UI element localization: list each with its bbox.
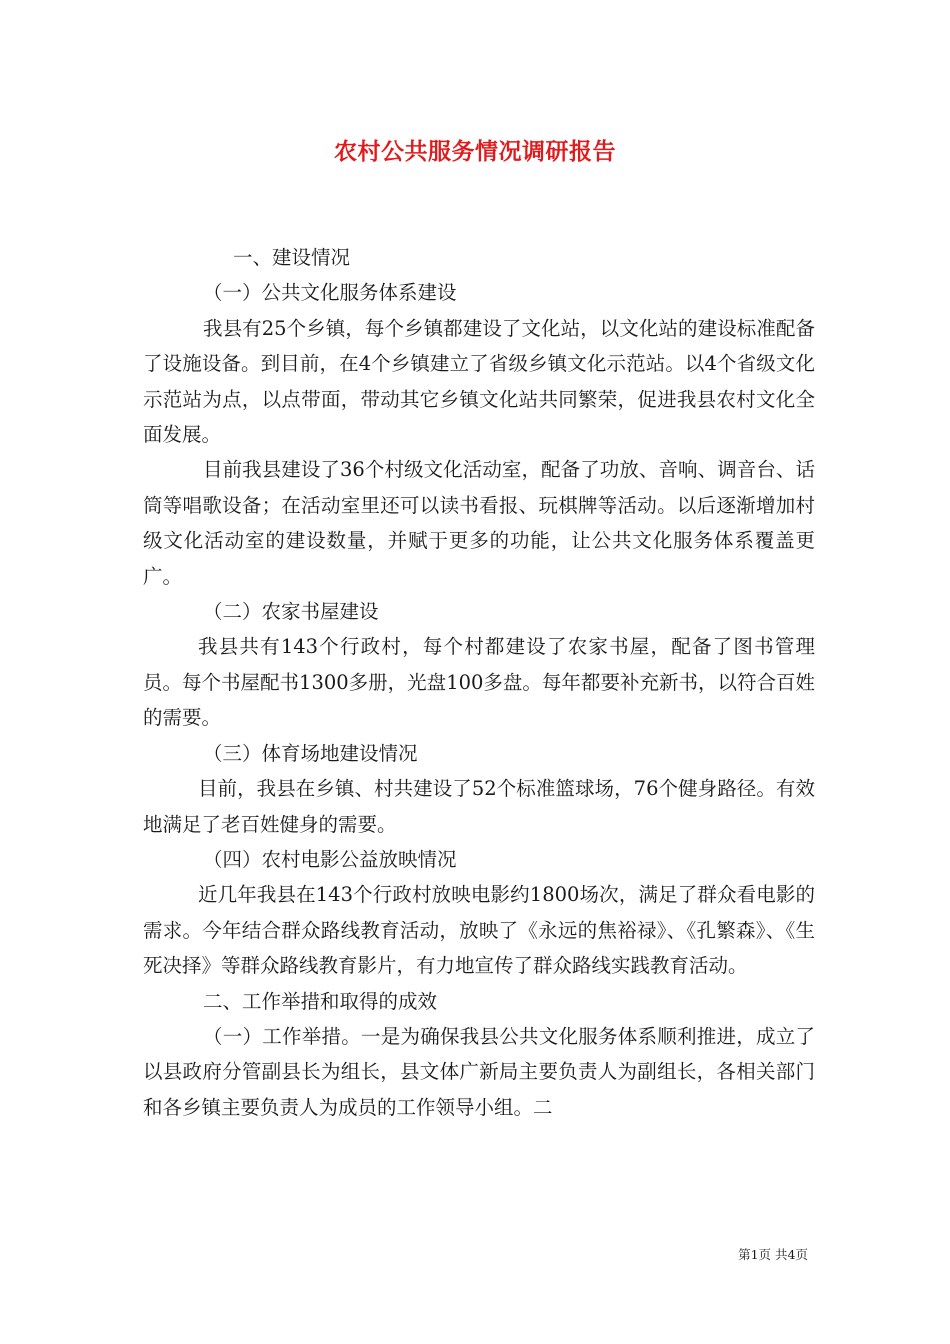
body-paragraph: 目前我县建设了36个村级文化活动室，配备了功放、音响、调音台、话筒等唱歌设备；在活动室里还可以读书看报、玩棋牌等活动。以后逐渐增加村级文化活动室的建设数量，并赋于更多的功能，让公共文化服务体系覆盖更广。 [143, 458, 815, 588]
subsection-heading: （二）农家书屋建设 [203, 600, 379, 624]
body-paragraph: 近几年我县在143个行政村放映电影约1800场次，满足了群众看电影的需求。今年结合群众路线教育活动，放映了《永远的焦裕禄》、《孔繁森》、《生死决择》等群众路线教育影片，有力地宣传了群众路线实践教育活动。 [143, 883, 815, 978]
body-paragraph: 我县有25个乡镇，每个乡镇都建设了文化站，以文化站的建设标准配备了设施设备。到目前，在4个乡镇建立了省级乡镇文化示范站。以4个省级文化示范站为点，以点带面，带动其它乡镇文化站共同繁荣，促进我县农村文化全面发展。 [143, 316, 815, 447]
body-paragraph: （一）工作举措。一是为确保我县公共文化服务体系顺利推进，成立了以县政府分管副县长为组长，县文体广新局主要负责人为副组长，各相关部门和各乡镇主要负责人为成员的工作领导小组。二 [143, 1024, 815, 1119]
body-paragraph: 目前，我县在乡镇、村共建设了52个标准篮球场，76个健身路径。有效地满足了老百姓健身的需要。 [143, 777, 815, 836]
body-paragraph: 我县共有143个行政村，每个村都建设了农家书屋，配备了图书管理员。每个书屋配书1300多册，光盘100多盘。每年都要补充新书，以符合百姓的需要。 [143, 635, 815, 730]
page-number-footer: 第1页 共4页 [738, 1247, 808, 1262]
section-heading: 二、工作举措和取得的成效 [203, 989, 438, 1013]
subsection-heading: （三）体育场地建设情况 [203, 741, 418, 765]
section-heading: 一、建设情况 [233, 246, 351, 269]
document-body [143, 240, 815, 1125]
document-title: 农村公共服务情况调研报告 [334, 138, 616, 165]
subsection-heading: （四）农村电影公益放映情况 [203, 847, 457, 871]
subsection-heading: （一）公共文化服务体系建设 [203, 281, 457, 305]
